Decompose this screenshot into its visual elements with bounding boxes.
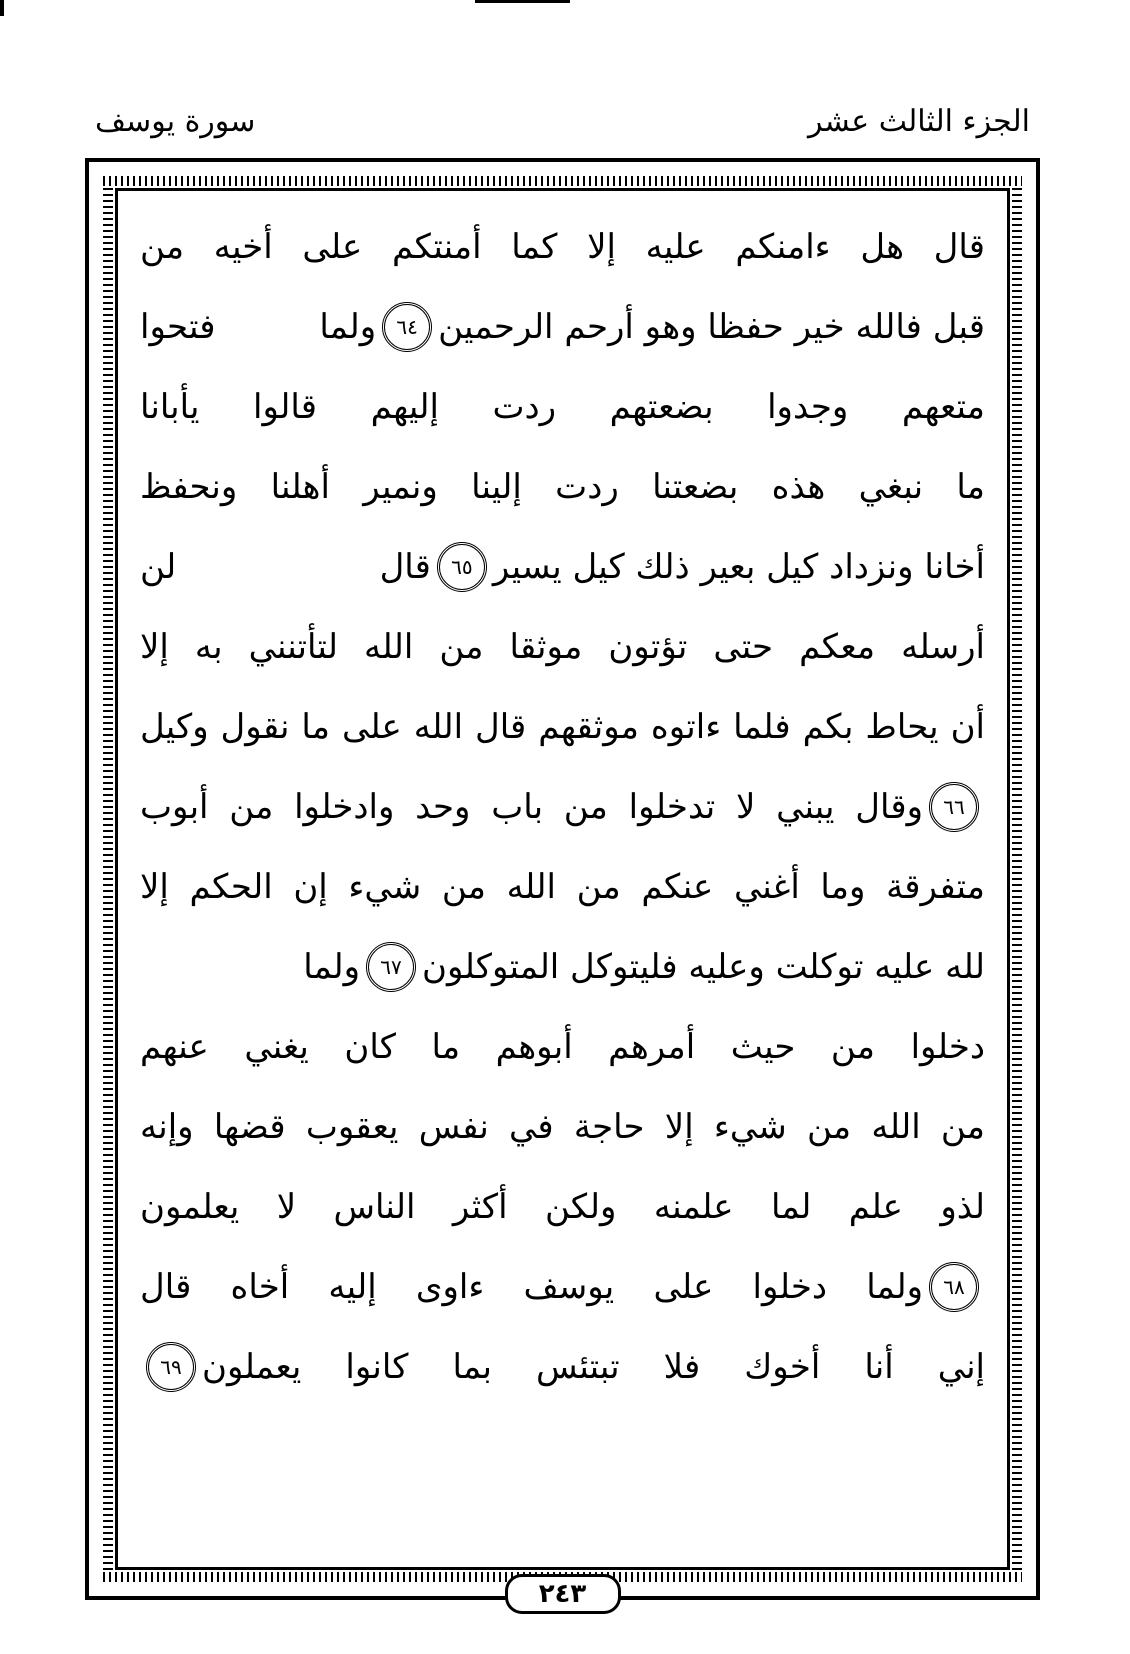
page-frame [85, 158, 1040, 1609]
text-line [140, 927, 985, 1007]
line-text: أن يحاط بكم فلما ءاتوه موثقهم قال الله على ما نقول وكيل [140, 707, 985, 747]
line-text-after: ولما [303, 947, 360, 987]
text-block [140, 207, 985, 1551]
text-line [140, 527, 985, 607]
juz-title: الجزء الثالث عشر [807, 104, 1030, 139]
text-frame [115, 188, 1010, 1570]
text-line [140, 367, 985, 447]
ayah-number-marker: ٦٧ [366, 942, 416, 992]
text-line [140, 1007, 985, 1087]
line-text: قال هل ءامنكم عليه إلا كما أمنتكم على أخيه من [140, 227, 985, 267]
page-header [95, 104, 1030, 156]
text-line [140, 1167, 985, 1247]
line-text-after: ولما دخلوا على يوسف ءاوى إليه أخاه قال [140, 1267, 923, 1307]
line-text-after: قال لن [140, 547, 431, 587]
page-number-cartouche [505, 1574, 621, 1614]
ayah-number-marker: ٦٨ [929, 1262, 979, 1312]
text-line [140, 687, 985, 767]
line-text: لله عليه توكلت وعليه فليتوكل المتوكلون [421, 947, 985, 987]
text-line [140, 447, 985, 527]
ayah-number-marker: ٦٤ [382, 302, 432, 352]
top-mark [475, 0, 570, 3]
text-line [140, 207, 985, 287]
text-line [140, 1327, 985, 1407]
line-text: ما نبغي هذه بضعتنا ردت إلينا ونمير أهلنا ونحفظ [140, 467, 985, 507]
corner-mark [0, 0, 4, 16]
surah-title: سورة يوسف [95, 104, 256, 139]
ayah-number-marker: ٦٩ [146, 1342, 196, 1392]
ayah-number-marker: ٦٥ [437, 542, 487, 592]
line-text: أخانا ونزداد كيل بعير ذلك كيل يسير [492, 547, 985, 587]
line-text: أرسله معكم حتى تؤتون موثقا من الله لتأتنني به إلا [140, 627, 985, 667]
line-text: متفرقة وما أغني عنكم من الله من شيء إن الحكم إلا [140, 867, 985, 907]
line-text-after: وقال يبني لا تدخلوا من باب وحد وادخلوا من أبوب [140, 787, 923, 827]
line-text: قبل فالله خير حفظا وهو أرحم الرحمين [438, 307, 985, 347]
text-line [140, 1247, 985, 1327]
line-text: متعهم وجدوا بضعتهم ردت إليهم قالوا يأبانا [140, 387, 985, 427]
text-line [140, 287, 985, 367]
page-number: ٢٤٣ [538, 1579, 587, 1609]
text-line [140, 607, 985, 687]
line-text: دخلوا من حيث أمرهم أبوهم ما كان يغني عنهم [140, 1027, 985, 1067]
ayah-number-marker: ٦٦ [929, 782, 979, 832]
line-text: إني أنا أخوك فلا تبتئس بما كانوا يعملون [202, 1347, 985, 1387]
text-line [140, 767, 985, 847]
text-line [140, 1087, 985, 1167]
line-text: لذو علم لما علمنه ولكن أكثر الناس لا يعلمون [140, 1187, 985, 1227]
text-line [140, 847, 985, 927]
line-text-after: ولما فتحوا [140, 307, 377, 347]
line-text: من الله من شيء إلا حاجة في نفس يعقوب قضها وإنه [140, 1107, 985, 1147]
